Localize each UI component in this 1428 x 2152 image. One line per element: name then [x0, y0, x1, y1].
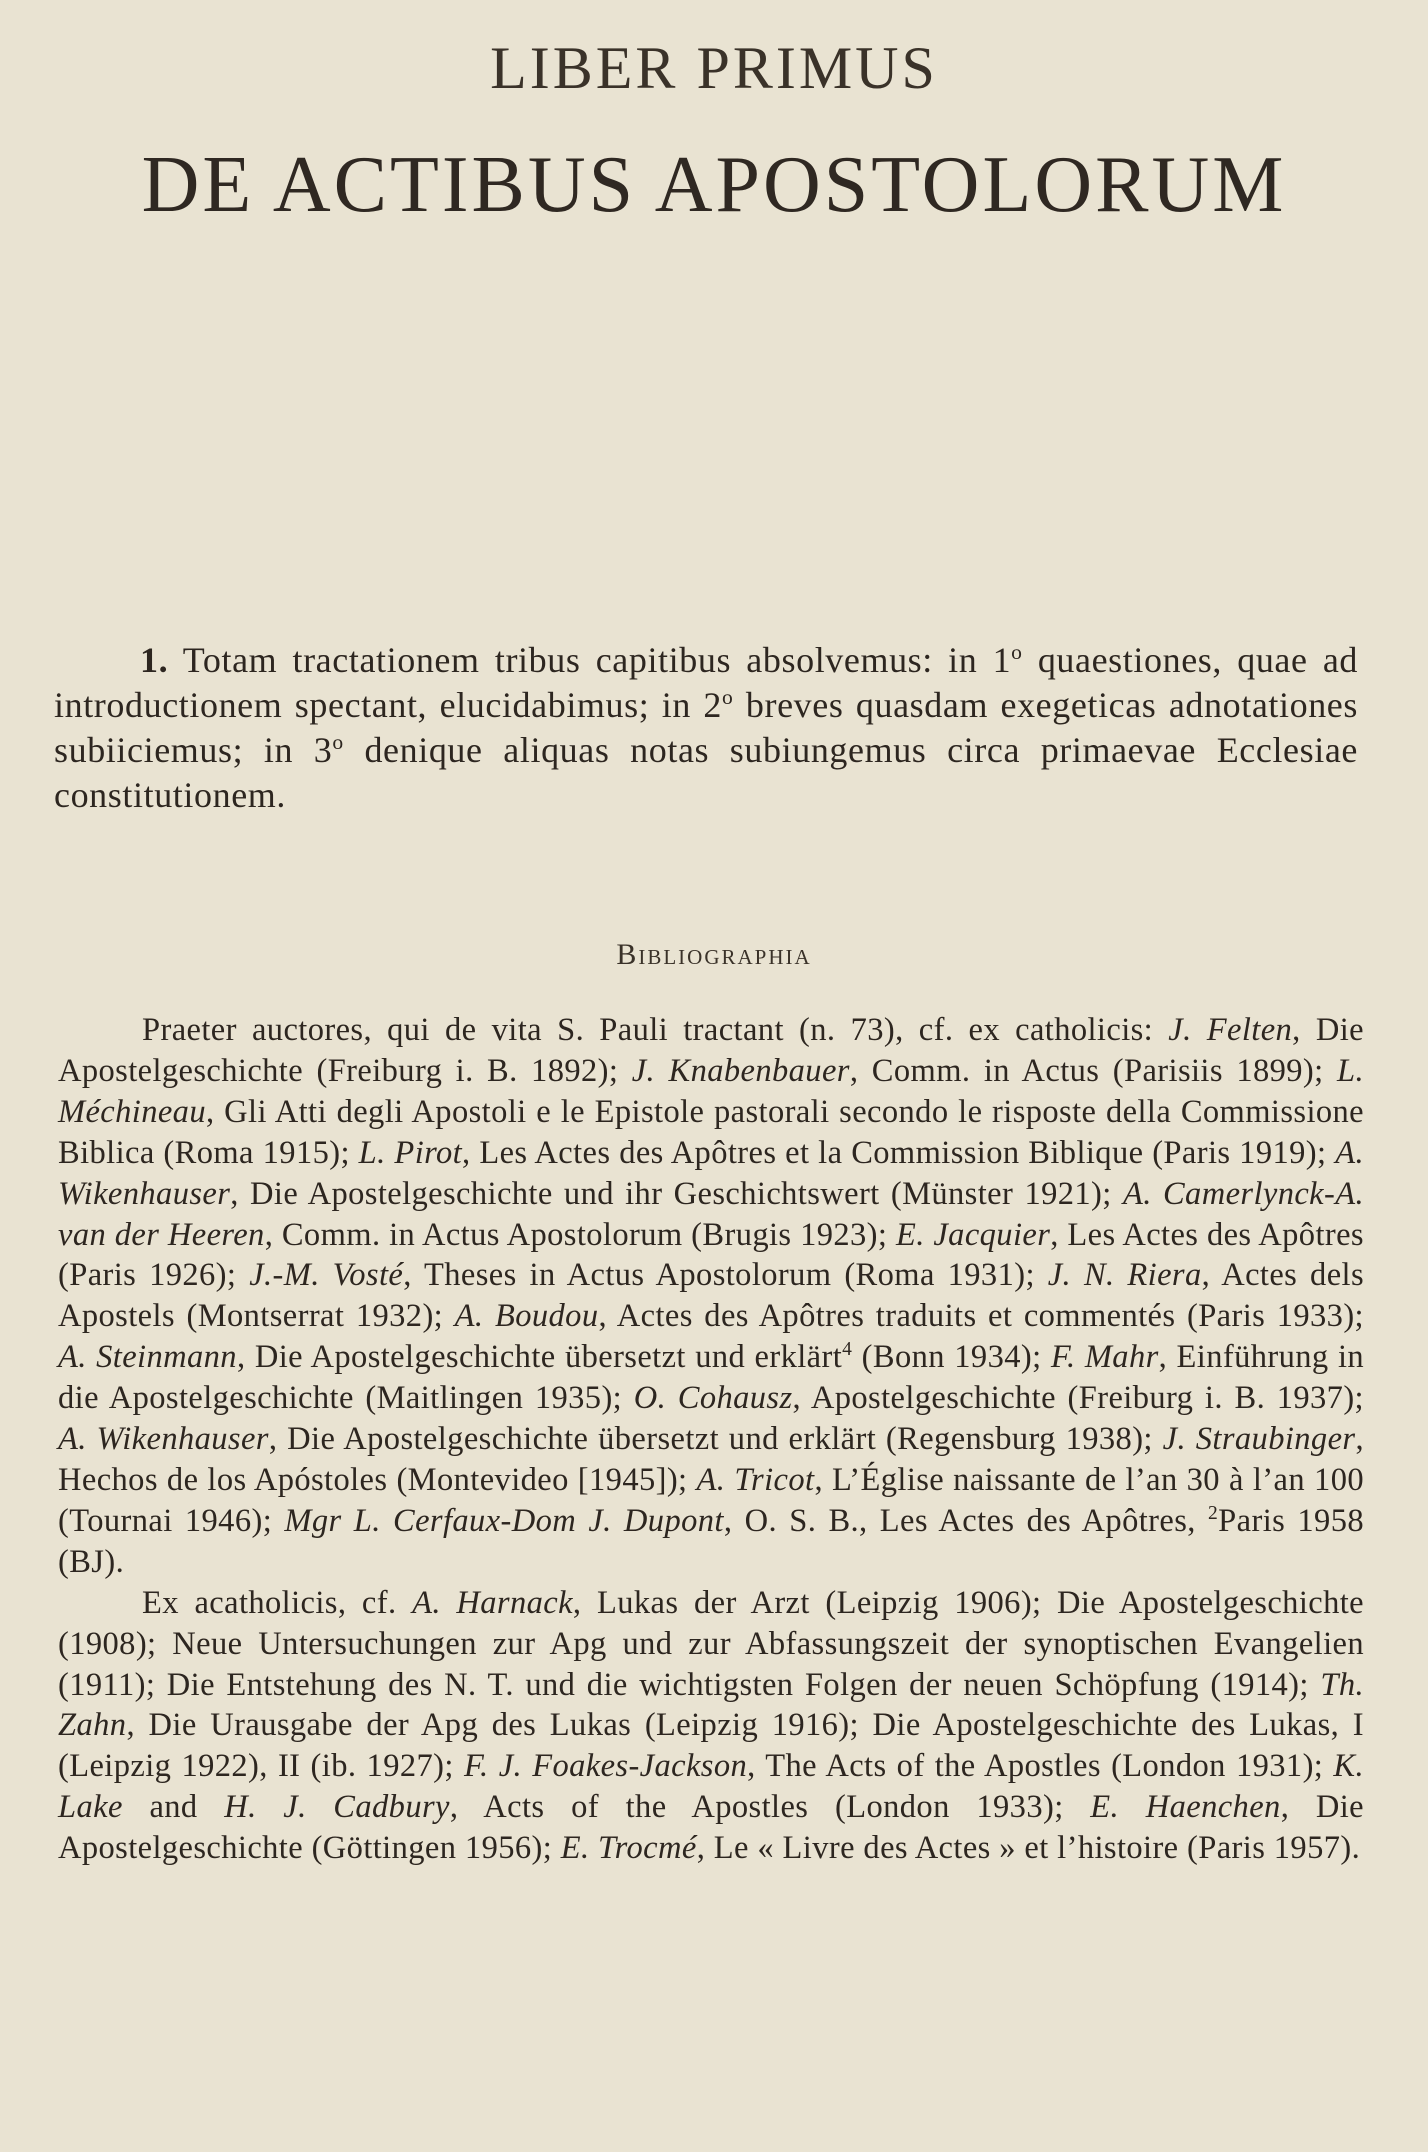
author-name: Mgr L. Cerfaux-Dom J. Dupont	[284, 1502, 724, 1539]
intro-text-b: quaestiones, quae ad introductionem spectant, elucidabimus; in 2	[54, 640, 1358, 725]
ordinal-sup-2: o	[722, 685, 734, 709]
author-name: K. Lake	[58, 1748, 1364, 1826]
citation-text: , The Acts of the Apostles (London 1931);	[747, 1748, 1334, 1785]
edition-sup: 2	[1208, 1503, 1219, 1525]
citation-text: , Les Actes des Apôtres et la Commission Biblique (Paris 1919);	[462, 1134, 1336, 1171]
citation-text: and	[122, 1789, 225, 1826]
author-name: A. Tricot	[696, 1461, 815, 1498]
citation-text: , Lukas der Arzt (Leipzig 1906); Die Apostelgeschichte (1908); Neue Untersuchungen zur Apg und zur Abfassungszeit der synoptischen Evangelien (1911); Die Entstehung des N. T. und die wichtigsten Folgen der neuen Schöpfung (1914);	[58, 1584, 1364, 1703]
author-name: L. Pirot	[358, 1134, 463, 1171]
intro-text-d: denique aliquas notas subiungemus circa primaevae Ecclesiae constitutionem.	[54, 730, 1358, 815]
author-name: A. Wikenhauser	[58, 1134, 1364, 1212]
author-name: J. Felten	[1168, 1012, 1293, 1048]
paragraph-number: 1.	[140, 640, 169, 680]
author-name: J.-M. Vosté	[249, 1257, 404, 1294]
edition-sup: 4	[842, 1339, 853, 1361]
ordinal-sup-3: o	[332, 730, 344, 754]
author-name: A. Steinmann	[58, 1339, 237, 1376]
author-name: L. Méchineau	[58, 1052, 1364, 1130]
author-name: E. Haenchen	[1090, 1789, 1281, 1826]
citation-text: , Le « Livre des Actes » et l’histoire (Paris 1957).	[696, 1830, 1361, 1867]
bibliography-catholic-paragraph	[58, 1010, 1364, 1583]
author-name: A. Camerlynck-A. van der Heeren	[58, 1175, 1364, 1253]
citation-text: , Actes dels Apostels (Montserrat 1932);	[58, 1257, 1364, 1335]
author-name: E. Jacquier	[895, 1216, 1051, 1253]
citation-text: , Theses in Actus Apostolorum (Roma 1931);	[403, 1257, 1048, 1294]
author-name: J. Knabenbauer	[631, 1052, 850, 1089]
citation-text: , Die Apostelgeschichte (Göttingen 1956);	[58, 1789, 1364, 1867]
author-name: O. Cohausz	[633, 1380, 793, 1417]
intro-text-a: Totam tractationem tribus capitibus absolvemus: in 1	[168, 640, 1012, 680]
citation-text: Praeter auctores, qui de vita S. Pauli tractant (n. 73), cf. ex catholicis:	[142, 1012, 1169, 1048]
book-label: LIBER PRIMUS	[490, 35, 938, 101]
citation-text: , Acts of the Apostles (London 1933);	[449, 1789, 1091, 1826]
citation-text: , Die Urausgabe der Apg des Lukas (Leipzig 1916); Die Apostelgeschichte des Lukas, I (Leipzig 1922), II (ib. 1927);	[58, 1707, 1364, 1785]
citation-text: , Die Apostelgeschichte übersetzt und erklärt	[236, 1339, 843, 1376]
author-name: F. Mahr	[1050, 1339, 1159, 1376]
author-name: Th. Zahn	[58, 1666, 1364, 1744]
citation-text: , Comm. in Actus (Parisiis 1899);	[849, 1052, 1337, 1089]
citation-text: , Einführung in die Apostelgeschichte (Maitlingen 1935);	[58, 1339, 1365, 1417]
citation-text: , L’Église naissante de l’an 30 à l’an 100 (Tournai 1946);	[58, 1461, 1364, 1539]
page-title: DE ACTIBUS APOSTOLORUM	[141, 141, 1287, 229]
citation-text: , Comm. in Actus Apostolorum (Brugis 1923);	[264, 1216, 896, 1253]
author-name: H. J. Cadbury	[224, 1789, 450, 1826]
intro-text-c: breves quasdam exegeticas adnotationes subiiciemus; in 3	[54, 685, 1358, 770]
author-name: F. J. Foakes-Jackson	[463, 1748, 748, 1785]
intro-paragraph	[54, 638, 1358, 818]
author-name: A. Wikenhauser	[58, 1421, 269, 1458]
citation-text: , Die Apostelgeschichte und ihr Geschichtswert (Münster 1921);	[230, 1175, 1123, 1212]
citation-text: , Die Apostelgeschichte (Freiburg i. B. 1892);	[58, 1012, 1364, 1089]
bibliography-heading: Bibliographia	[616, 938, 812, 971]
ordinal-sup-1: o	[1011, 640, 1023, 664]
author-name: A. Boudou	[454, 1298, 599, 1335]
citation-text: , Hechos de los Apóstoles (Montevideo [1945]);	[58, 1421, 1364, 1498]
citation-text: , Les Actes des Apôtres (Paris 1926);	[58, 1216, 1364, 1294]
citation-text: , Actes des Apôtres traduits et commentés (Paris 1933);	[598, 1298, 1364, 1335]
citation-text: , Die Apostelgeschichte übersetzt und erklärt (Regensburg 1938);	[268, 1421, 1163, 1458]
bibliography-acatholic-paragraph	[58, 1583, 1364, 1869]
citation-text: , Gli Atti degli Apostoli e le Epistole pastorali secondo le risposte della Commissione Biblica (Roma 1915);	[58, 1093, 1364, 1171]
citation-text: , Apostelgeschichte (Freiburg i. B. 1937);	[792, 1380, 1364, 1417]
bibliography	[58, 1010, 1364, 1869]
author-name: J. Straubinger	[1162, 1421, 1356, 1458]
citation-text: (Bonn 1934);	[852, 1339, 1051, 1376]
citation-text: Paris 1958 (BJ).	[58, 1502, 1365, 1580]
citation-text: Ex acatholicis, cf.	[142, 1584, 413, 1621]
author-name: A. Harnack	[412, 1584, 573, 1621]
author-name: E. Trocmé	[560, 1830, 697, 1867]
author-name: J. N. Riera	[1047, 1257, 1202, 1294]
citation-text: , O. S. B., Les Actes des Apôtres,	[723, 1502, 1209, 1539]
